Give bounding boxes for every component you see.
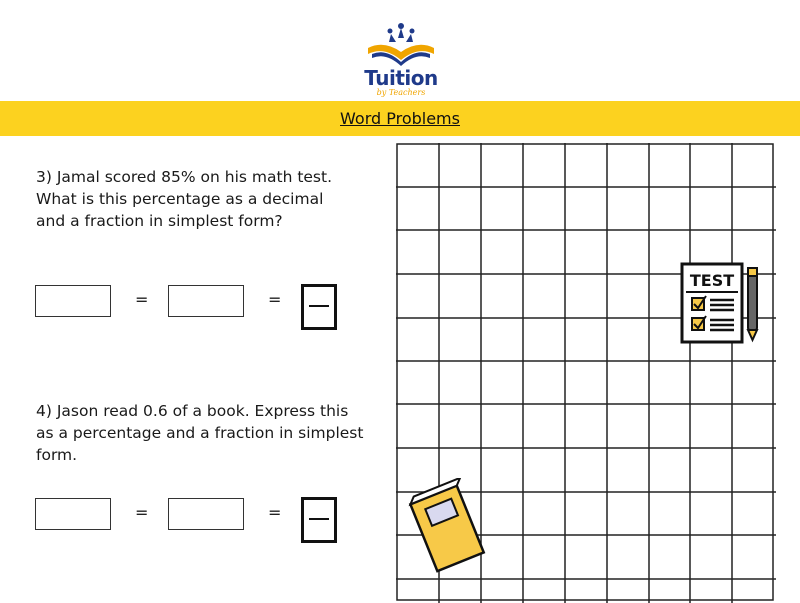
logo-title: Tuition (364, 66, 438, 90)
tuition-logo (358, 22, 444, 102)
question-4-text: 4) Jason read 0.6 of a book. Express this as a percentage and a fraction in simplest form. (36, 402, 364, 464)
q4-percent-answer-box[interactable] (35, 498, 111, 530)
question-3-text: 3) Jamal scored 85% on his math test. What is this percentage as a decimal and a fraction in simplest form? (36, 168, 333, 230)
test-label: TEST (689, 271, 735, 290)
title-banner (0, 101, 800, 136)
equals-sign: = (268, 290, 282, 309)
q3-fraction-box[interactable] (301, 284, 337, 330)
q3-percent-answer-box[interactable] (168, 285, 244, 317)
logo-subtitle: by Teachers (376, 88, 426, 97)
fraction-bar (309, 518, 329, 520)
book-icon (408, 478, 488, 578)
equals-sign: = (268, 503, 282, 522)
q4-fraction-box[interactable] (301, 497, 337, 543)
page-title: Word Problems (340, 109, 460, 128)
q3-decimal-answer-box[interactable] (35, 285, 111, 317)
q4-decimal-answer-box[interactable] (168, 498, 244, 530)
equals-sign: = (135, 290, 149, 309)
tuition-logo-icon (358, 22, 444, 70)
test-sheet-icon (680, 262, 760, 346)
pencil-icon (748, 268, 757, 340)
equals-sign: = (135, 503, 149, 522)
fraction-bar (309, 305, 329, 307)
